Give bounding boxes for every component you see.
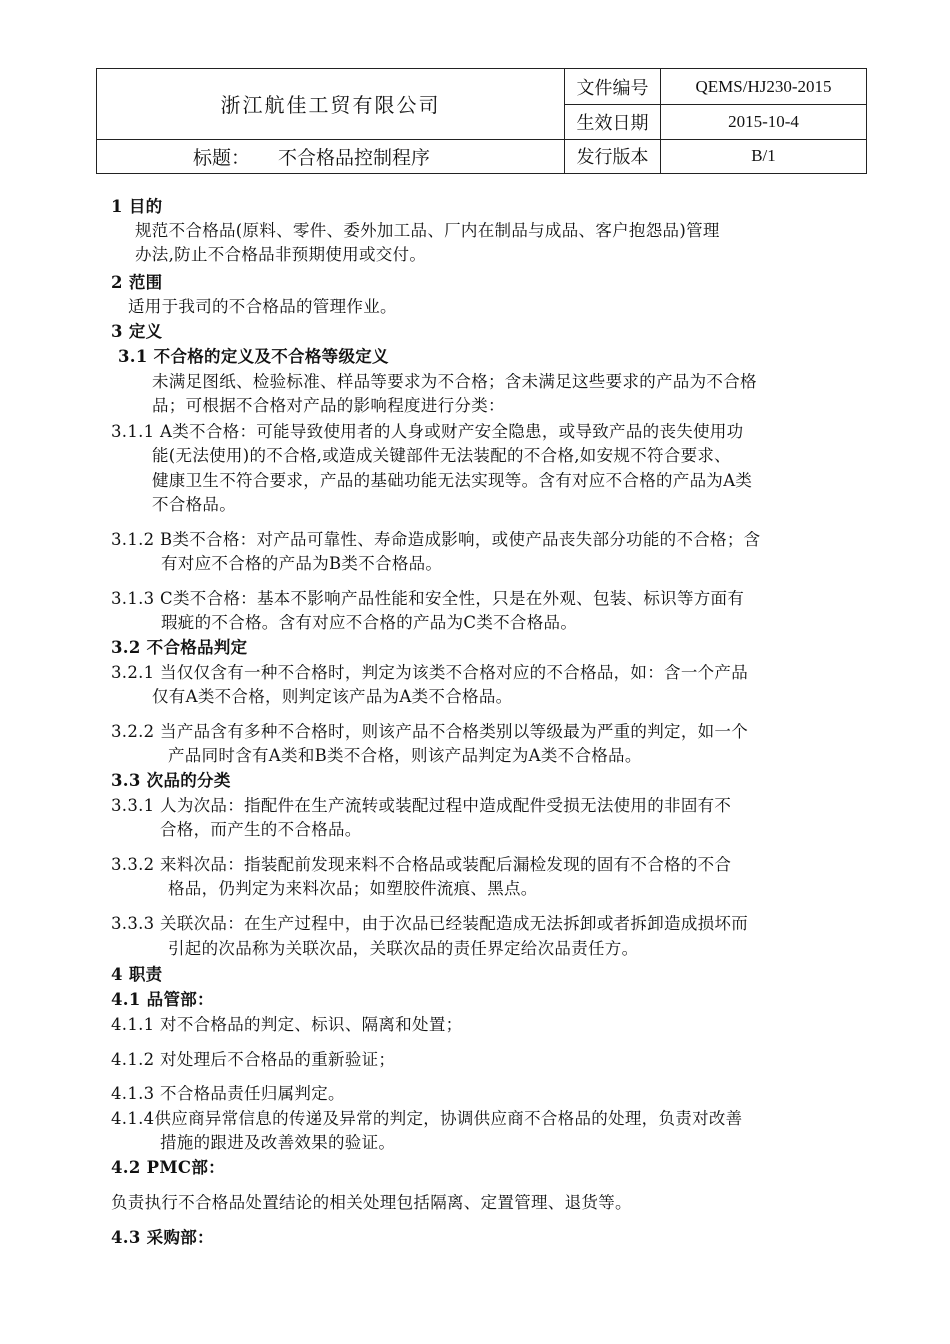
section-heading: 4 职责 [111,965,163,984]
paragraph-line: 规范不合格品(原料、零件、委外加工品、厂内在制品与成品、客户抱怨品)管理 [135,221,720,240]
version-label: 发行版本 [565,139,661,173]
paragraph-line: 3.1.1 A类不合格：可能导致使用者的人身或财产安全隐患，或导致产品的丧失使用功 [111,422,744,441]
paragraph-line: 引起的次品称为关联次品，关联次品的责任界定给次品责任方。 [168,939,639,958]
paragraph-line: 有对应不合格的产品为B类不合格品。 [161,554,443,573]
paragraph-line: 健康卫生不符合要求，产品的基础功能无法实现等。含有对应不合格的产品为A类 [152,471,753,490]
paragraph-line: 办法,防止不合格品非预期使用或交付。 [135,245,427,264]
paragraph-line: 负责执行不合格品处置结论的相关处理包括隔离、定置管理、退货等。 [111,1193,632,1212]
subsection-heading: 3.3 次品的分类 [111,771,231,790]
subsection-heading: 3.1 不合格的定义及不合格等级定义 [118,347,389,366]
paragraph-line: 3.3.1 人为次品：指配件在生产流转或装配过程中造成配件受损无法使用的非固有不 [111,796,732,815]
document-title-cell [97,139,565,173]
paragraph-line: 适用于我司的不合格品的管理作业。 [128,297,397,316]
paragraph-line: 4.1.3 不合格品责任归属判定。 [111,1084,345,1103]
paragraph-line: 未满足图纸、检验标准、样品等要求为不合格；含未满足这些要求的产品为不合格 [152,372,757,391]
paragraph-line: 产品同时含有A类和B类不合格，则该产品判定为A类不合格品。 [168,746,642,765]
subsection-heading: 4.3 采购部： [111,1228,214,1247]
version: B/1 [661,139,867,173]
company-name: 浙江航佳工贸有限公司 [97,69,565,140]
subsection-heading: 4.1 品管部： [111,990,214,1009]
paragraph-line: 瑕疵的不合格。含有对应不合格的产品为C类不合格品。 [161,613,578,632]
paragraph-line: 4.1.2 对处理后不合格品的重新验证； [111,1050,396,1069]
paragraph-line: 格品，仍判定为来料次品；如塑胶件流痕、黑点。 [168,879,538,898]
paragraph-line: 仅有A类不合格，则判定该产品为A类不合格品。 [152,687,513,706]
paragraph-line: 措施的跟进及改善效果的验证。 [160,1133,396,1152]
doc-number: QEMS/HJ230-2015 [661,69,867,105]
paragraph-line: 3.2.2 当产品含有多种不合格时，则该产品不合格类别以等级最为严重的判定，如一个 [111,722,749,741]
paragraph-line: 4.1.4供应商异常信息的传递及异常的判定，协调供应商不合格品的处理，负责对改善 [111,1109,743,1128]
paragraph-line: 3.1.2 B类不合格：对产品可靠性、寿命造成影响，或使产品丧失部分功能的不合格；含 [111,530,761,549]
document-title: 不合格品控制程序 [278,146,431,169]
document-header-table [96,68,867,174]
paragraph-line: 能(无法使用)的不合格,或造成关键部件无法装配的不合格,如安规不符合要求、 [152,446,731,465]
paragraph-line: 3.1.3 C类不合格：基本不影响产品性能和安全性，只是在外观、包装、标识等方面有 [111,589,745,608]
doc-number-label: 文件编号 [565,69,661,105]
title-label: 标题： [193,146,251,169]
paragraph-line: 品；可根据不合格对产品的影响程度进行分类： [152,396,505,415]
paragraph-line: 3.2.1 当仅仅含有一种不合格时，判定为该类不合格对应的不合格品，如：含一个产品 [111,663,749,682]
paragraph-line: 不合格品。 [152,495,236,514]
section-heading: 3 定义 [111,322,163,341]
section-heading: 1 目的 [111,197,163,216]
subsection-heading: 3.2 不合格品判定 [111,638,248,657]
paragraph-line: 合格，而产生的不合格品。 [160,820,362,839]
effective-date: 2015-10-4 [661,105,867,139]
section-heading: 2 范围 [111,273,163,292]
paragraph-line: 4.1.1 对不合格品的判定、标识、隔离和处置； [111,1015,463,1034]
paragraph-line: 3.3.2 来料次品：指装配前发现来料不合格品或装配后漏检发现的固有不合格的不合 [111,855,732,874]
effective-date-label: 生效日期 [565,105,661,139]
paragraph-line: 3.3.3 关联次品：在生产过程中，由于次品已经装配造成无法拆卸或者拆卸造成损坏而 [111,914,749,933]
subsection-heading: 4.2 PMC部： [111,1158,225,1177]
